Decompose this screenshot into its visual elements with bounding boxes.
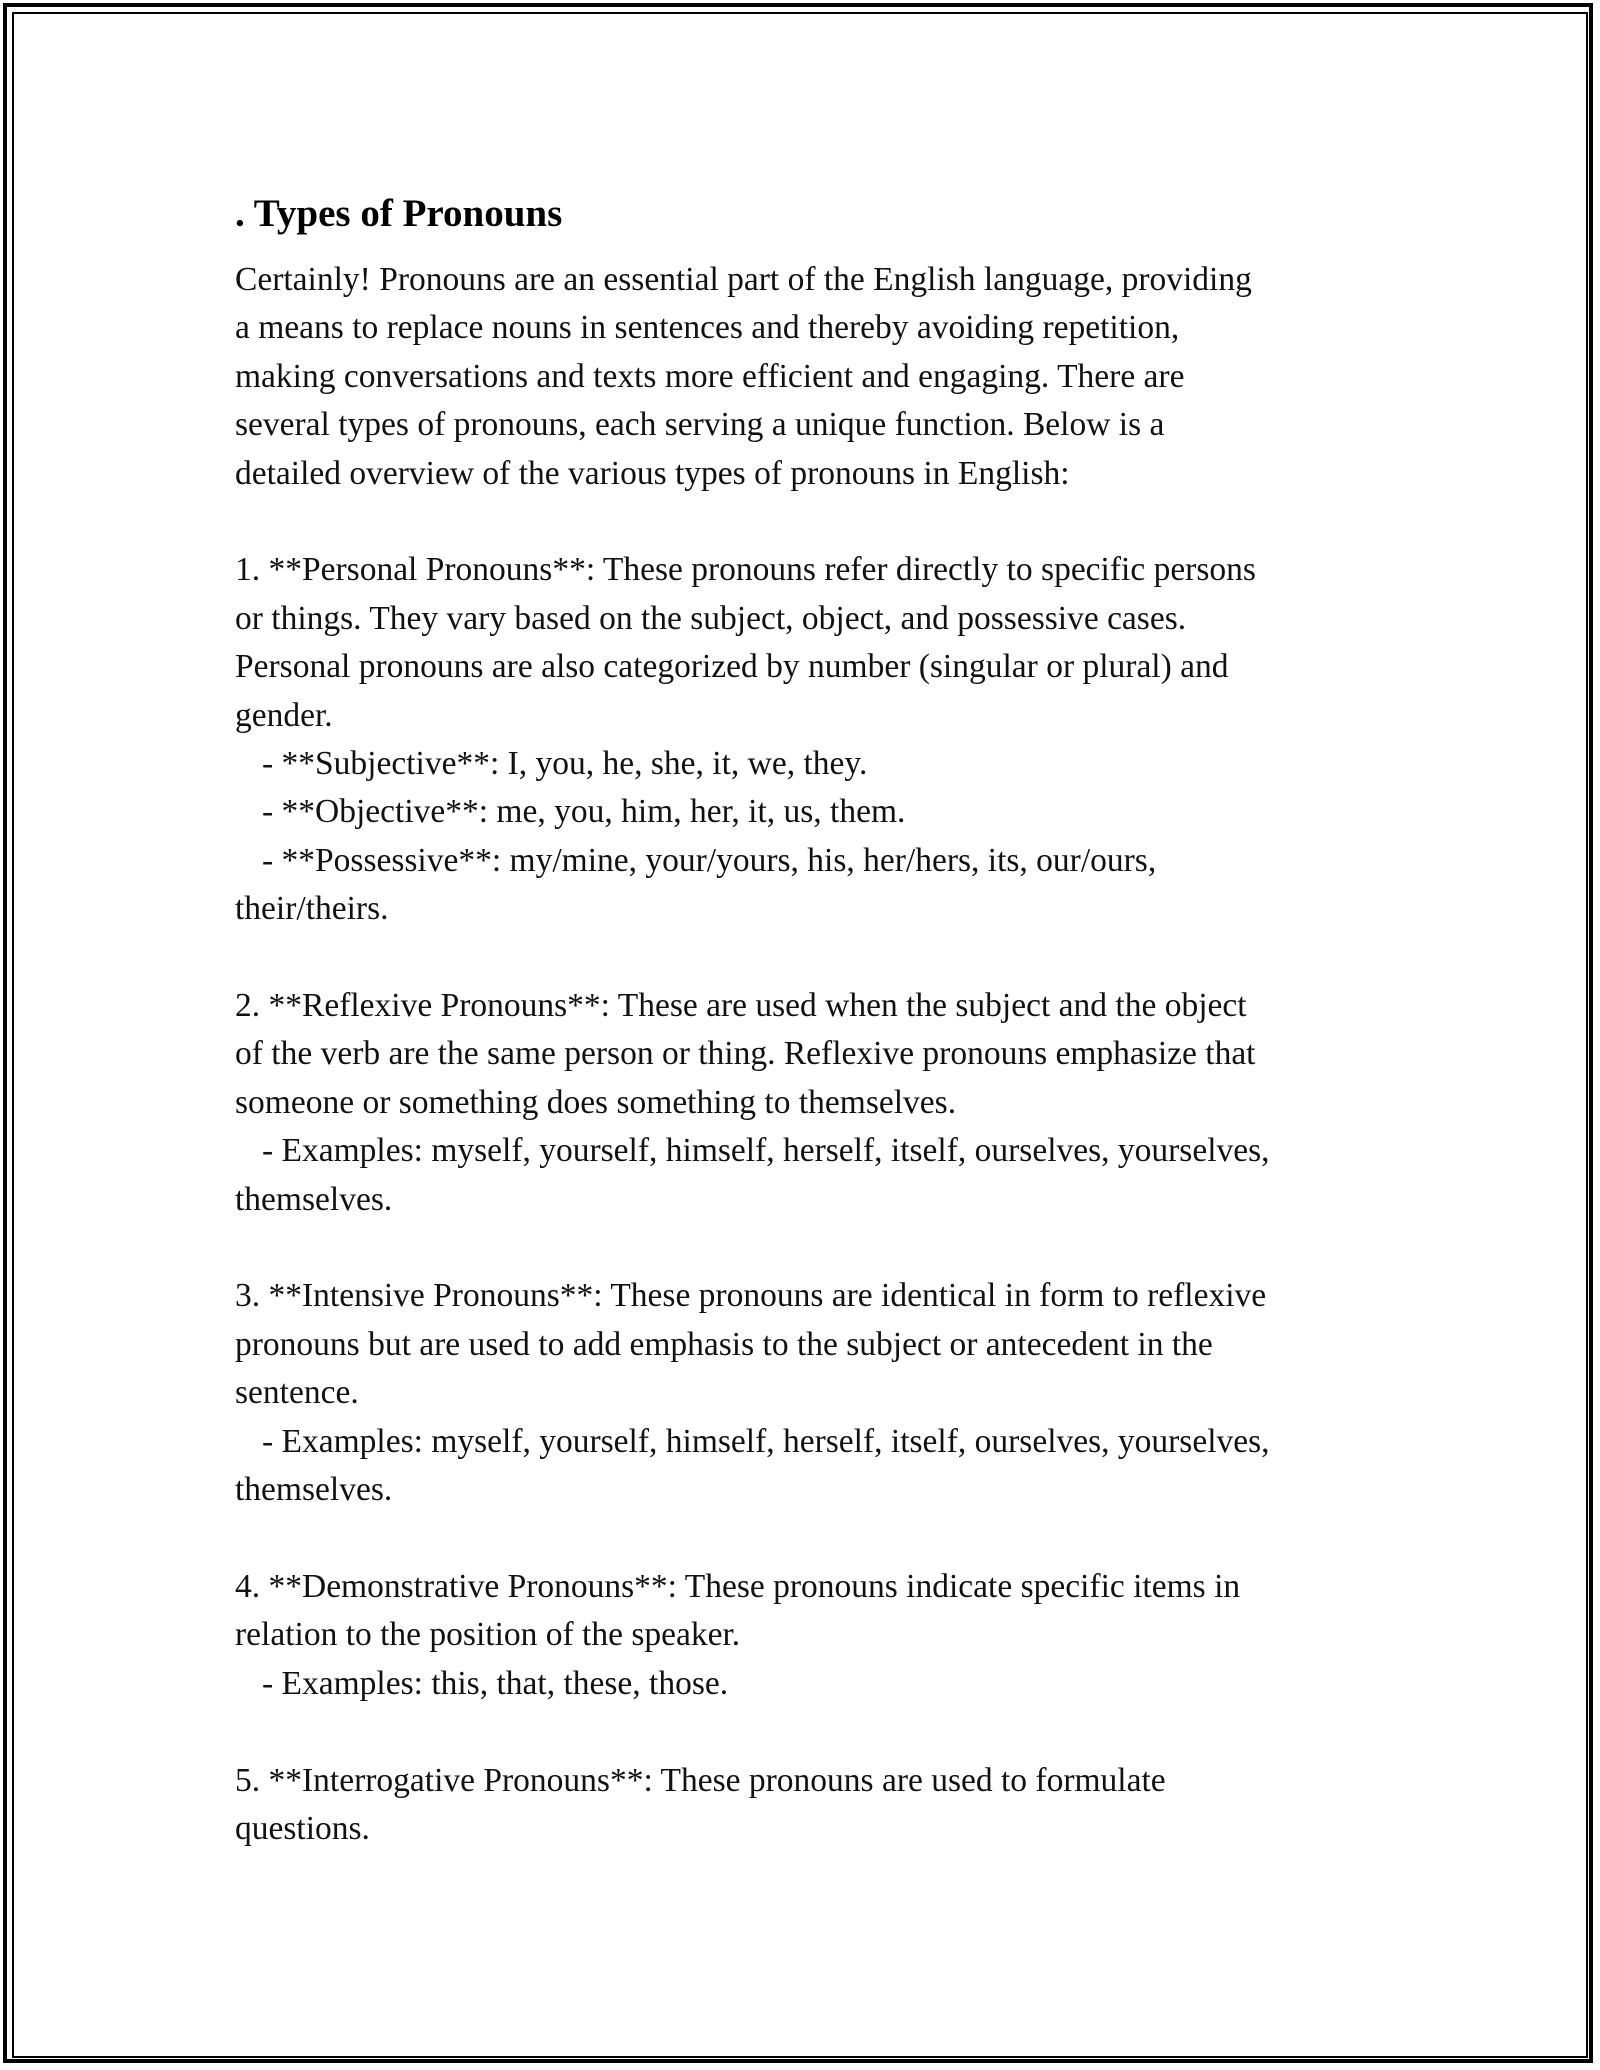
text-line: or things. They vary based on the subject, object, and possessive cases. <box>235 599 1187 637</box>
paragraph-gap <box>235 934 1380 982</box>
text-line: themselves. <box>235 1180 393 1218</box>
section-intensive-pronouns <box>235 1272 1380 1514</box>
text-line: detailed overview of the various types of pronouns in English: <box>235 454 1070 492</box>
text-line: several types of pronouns, each serving a unique function. Below is a <box>235 406 1165 444</box>
paragraph-gap <box>235 498 1380 546</box>
text-line: a means to replace nouns in sentences and thereby avoiding repetition, <box>235 309 1180 347</box>
text-line: 1. **Personal Pronouns**: These pronouns refer directly to specific persons <box>235 551 1256 589</box>
sub-item: - Examples: this, that, these, those. <box>262 1664 729 1702</box>
text-line: their/theirs. <box>235 890 389 928</box>
section-demonstrative-pronouns <box>235 1563 1380 1708</box>
text-line: 3. **Intensive Pronouns**: These pronouns are identical in form to reflexive <box>235 1277 1267 1315</box>
sub-item: - **Objective**: me, you, him, her, it, us, them. <box>262 793 906 831</box>
section-reflexive-pronouns <box>235 982 1380 1224</box>
intro-paragraph <box>235 256 1380 498</box>
text-line: someone or something does something to themselves. <box>235 1083 957 1121</box>
section-interrogative-pronouns <box>235 1757 1380 1854</box>
text-line: Personal pronouns are also categorized by number (singular or plural) and <box>235 648 1229 686</box>
document-title: . Types of Pronouns <box>235 192 563 235</box>
text-line: of the verb are the same person or thing. Reflexive pronouns emphasize that <box>235 1035 1256 1073</box>
paragraph-gap <box>235 1224 1380 1272</box>
text-line: relation to the position of the speaker. <box>235 1616 741 1654</box>
section-personal-pronouns <box>235 546 1380 933</box>
text-line: pronouns but are used to add emphasis to the subject or antecedent in the <box>235 1325 1213 1363</box>
text-line: 4. **Demonstrative Pronouns**: These pronouns indicate specific items in <box>235 1567 1241 1605</box>
text-line: sentence. <box>235 1374 359 1412</box>
paragraph-gap <box>235 1515 1380 1563</box>
text-line: themselves. <box>235 1471 393 1509</box>
text-line: 2. **Reflexive Pronouns**: These are used when the subject and the object <box>235 987 1247 1025</box>
sub-item: - Examples: myself, yourself, himself, herself, itself, ourselves, yourselves, <box>262 1422 1270 1460</box>
sub-item: - **Possessive**: my/mine, your/yours, his, her/hers, its, our/ours, <box>262 841 1157 879</box>
text-line: 5. **Interrogative Pronouns**: These pronouns are used to formulate <box>235 1761 1166 1799</box>
sub-item: - Examples: myself, yourself, himself, herself, itself, ourselves, yourselves, <box>262 1132 1270 1170</box>
text-line: gender. <box>235 696 333 734</box>
text-line: Certainly! Pronouns are an essential part of the English language, providing <box>235 261 1252 298</box>
document-body <box>235 186 1380 1853</box>
text-line: questions. <box>235 1809 370 1847</box>
text-line: making conversations and texts more efficient and engaging. There are <box>235 357 1185 395</box>
sub-item: - **Subjective**: I, you, he, she, it, we, they. <box>262 745 868 783</box>
paragraph-gap <box>235 1708 1380 1756</box>
